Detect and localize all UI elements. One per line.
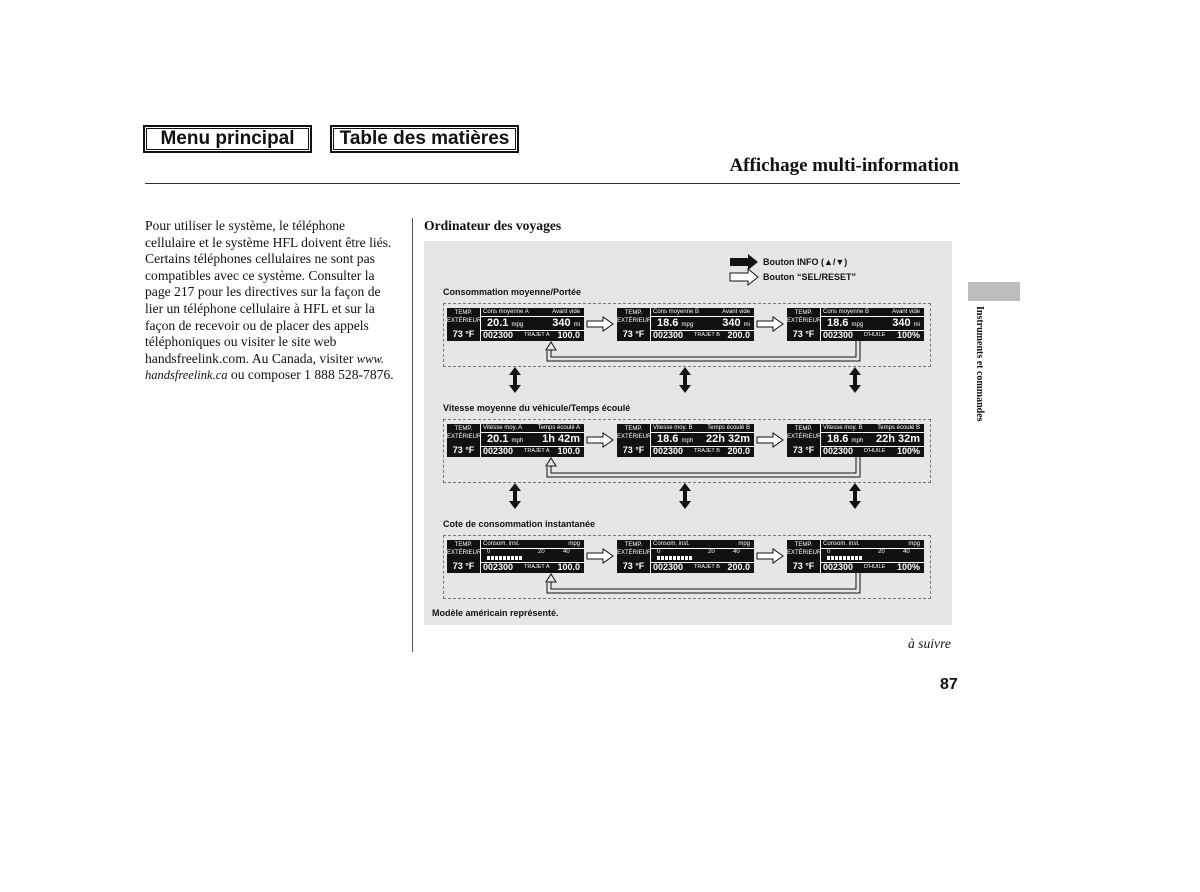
- display-footer: [821, 330, 924, 341]
- outside-temp-value: 73 °F: [452, 561, 475, 571]
- display-header-left: Consom. inst.: [483, 541, 520, 547]
- display-value-primary: 18.6: [657, 433, 679, 445]
- display-header-left: Consom. inst.: [653, 541, 690, 547]
- display-header: [651, 425, 754, 432]
- trip-display-screen: [787, 308, 924, 341]
- display-values: [481, 432, 584, 447]
- trip-display-screen: [447, 540, 584, 573]
- display-value-primary: 18.6: [827, 317, 849, 329]
- display-value-primary: 18.6: [827, 433, 849, 445]
- display-header-right: Temps écoulé B: [877, 425, 920, 431]
- outside-temp-label: EXTÉRIEUR: [447, 318, 482, 324]
- info-updown-arrow-icon: [849, 367, 861, 393]
- gauge-bar: [827, 556, 897, 560]
- trip-display-screen: [617, 308, 754, 341]
- trip-label: D'HUILE: [864, 332, 886, 338]
- outside-temp-panel: [617, 424, 651, 457]
- display-header-left: Cons moyenne A: [483, 309, 529, 315]
- display-footer: [481, 562, 584, 573]
- trip-display-screen: [617, 424, 754, 457]
- gauge-bar: [487, 556, 557, 560]
- display-unit-primary: mpg: [851, 322, 864, 328]
- outside-temp-label: TEMP.: [794, 542, 813, 548]
- display-header-left: Cons moyenne B: [653, 309, 700, 315]
- display-gauge: [821, 548, 924, 563]
- info-updown-arrow-icon: [509, 367, 521, 393]
- outside-temp-label: EXTÉRIEUR: [787, 550, 822, 556]
- gauge-scale-label: 0: [827, 549, 831, 555]
- info-updown-arrow-icon: [509, 483, 521, 509]
- outside-temp-value: 73 °F: [792, 561, 815, 571]
- trip-display-screen: [617, 540, 754, 573]
- display-header-right: mpg: [738, 541, 750, 547]
- body-line: lier un téléphone cellulaire à HFL et sur la: [145, 300, 375, 316]
- display-footer: [481, 446, 584, 457]
- outside-temp-value: 73 °F: [792, 329, 815, 339]
- outside-temp-label: EXTÉRIEUR: [617, 318, 652, 324]
- display-header: [481, 309, 584, 316]
- display-header-right: Avant vide: [892, 309, 920, 315]
- model-note: Modèle américain représenté.: [432, 608, 559, 618]
- outside-temp-label: TEMP.: [624, 426, 643, 432]
- odometer-value: 002300: [823, 446, 854, 456]
- display-values: [481, 316, 584, 331]
- trip-label: TRAJET A: [524, 332, 550, 338]
- display-footer: [481, 330, 584, 341]
- legend-sel-arrow-icon: [730, 269, 758, 285]
- phone-text: ou composer 1 888 528-7876.: [227, 367, 394, 383]
- outside-temp-label: EXTÉRIEUR: [447, 434, 482, 440]
- odometer-value: 002300: [483, 330, 514, 340]
- trip-value: 200.0: [727, 446, 750, 456]
- trip-value: 100%: [896, 330, 920, 340]
- odometer-value: 002300: [653, 446, 684, 456]
- website-link-part2[interactable]: handsfreelink.ca: [145, 368, 228, 383]
- display-header-right: mpg: [908, 541, 920, 547]
- outside-temp-value: 73 °F: [622, 561, 645, 571]
- display-unit-primary: mpg: [681, 322, 694, 328]
- body-line-text: handsfreelink.com. Au Canada, visiter: [145, 350, 354, 366]
- outside-temp-label: EXTÉRIEUR: [787, 318, 822, 324]
- display-header-left: Vitesse moy. B: [653, 425, 693, 431]
- outside-temp-label: TEMP.: [624, 310, 643, 316]
- display-header-right: Avant vide: [722, 309, 750, 315]
- website-link-part1[interactable]: www.: [356, 351, 385, 366]
- outside-temp-label: EXTÉRIEUR: [617, 550, 652, 556]
- column-divider: [412, 218, 413, 652]
- outside-temp-panel: [617, 540, 651, 573]
- display-header: [651, 541, 754, 548]
- display-values: [651, 432, 754, 447]
- body-paragraph: [145, 218, 403, 384]
- display-header-right: Avant vide: [552, 309, 580, 315]
- gauge-scale-label: 20: [708, 549, 715, 555]
- display-value-secondary: 340: [892, 317, 911, 329]
- legend-sel-label: Bouton “SEL/RESET”: [763, 272, 856, 282]
- display-header: [821, 309, 924, 316]
- display-value-primary: 18.6: [657, 317, 679, 329]
- legend-info-arrow-icon: [730, 254, 758, 270]
- table-of-contents-button[interactable]: Table des matières: [330, 125, 519, 153]
- row-label-speed: Vitesse moyenne du véhicule/Temps écoulé: [443, 403, 631, 413]
- display-header-right: Temps écoulé A: [537, 425, 580, 431]
- display-value-primary: 20.1: [487, 433, 509, 445]
- gauge-scale-label: 0: [487, 549, 491, 555]
- outside-temp-value: 73 °F: [792, 445, 815, 455]
- body-line: Pour utiliser le système, le téléphone: [145, 218, 346, 233]
- page-title: Affichage multi-information: [729, 155, 959, 176]
- display-value-secondary: 340: [552, 317, 571, 329]
- display-unit-primary: mph: [681, 438, 694, 444]
- outside-temp-value: 73 °F: [622, 445, 645, 455]
- row-label-consumption: Consommation moyenne/Portée: [443, 287, 582, 297]
- trip-value: 200.0: [727, 562, 750, 572]
- display-header: [481, 425, 584, 432]
- odometer-value: 002300: [823, 562, 854, 572]
- display-header: [481, 541, 584, 548]
- row-label-instant: Cote de consommation instantanée: [443, 519, 596, 529]
- display-header: [821, 541, 924, 548]
- display-header: [651, 309, 754, 316]
- display-value-secondary: 22h 32m: [705, 433, 750, 445]
- display-header: [821, 425, 924, 432]
- trip-label: D'HUILE: [864, 564, 886, 570]
- display-footer: [651, 330, 754, 341]
- page-number: 87: [940, 676, 958, 693]
- section-tab: [968, 282, 1020, 301]
- outside-temp-value: 73 °F: [452, 445, 475, 455]
- display-unit-primary: mph: [511, 438, 524, 444]
- display-value-secondary: 340: [722, 317, 741, 329]
- outside-temp-label: EXTÉRIEUR: [617, 434, 652, 440]
- gauge-bar: [657, 556, 727, 560]
- trip-value: 100%: [896, 562, 920, 572]
- display-footer: [821, 562, 924, 573]
- display-unit-secondary: mi: [743, 322, 750, 328]
- display-unit-primary: mpg: [511, 322, 524, 328]
- gauge-scale-label: 40: [733, 549, 740, 555]
- trip-value: 100.0: [557, 330, 580, 340]
- info-updown-arrow-icon: [849, 483, 861, 509]
- main-menu-button[interactable]: Menu principal: [143, 125, 312, 153]
- body-line: [145, 367, 403, 384]
- trip-label: TRAJET A: [524, 448, 550, 454]
- display-header-left: Vitesse moy. A: [483, 425, 523, 431]
- info-updown-arrow-icon: [679, 367, 691, 393]
- trip-label: TRAJET B: [694, 332, 720, 338]
- continued-note: à suivre: [908, 636, 951, 651]
- trip-value: 100%: [896, 446, 920, 456]
- display-value-secondary: 22h 32m: [875, 433, 920, 445]
- outside-temp-value: 73 °F: [452, 329, 475, 339]
- display-footer: [821, 446, 924, 457]
- trip-display-screen: [447, 424, 584, 457]
- outside-temp-label: TEMP.: [454, 426, 473, 432]
- display-header-left: Cons moyenne B: [823, 309, 870, 315]
- body-line: cellulaire et le système HFL doivent être liés.: [145, 234, 392, 250]
- display-header-right: Temps écoulé B: [707, 425, 750, 431]
- body-line: page 217 pour les directives sur la façon de: [145, 284, 381, 300]
- display-header-right: mpg: [568, 541, 580, 547]
- odometer-value: 002300: [823, 330, 854, 340]
- odometer-value: 002300: [483, 446, 514, 456]
- display-footer: [651, 562, 754, 573]
- header-rule: [145, 183, 960, 184]
- outside-temp-panel: [787, 540, 821, 573]
- body-line: [145, 351, 403, 368]
- outside-temp-label: TEMP.: [794, 310, 813, 316]
- outside-temp-label: TEMP.: [454, 542, 473, 548]
- display-unit-primary: mph: [851, 438, 864, 444]
- outside-temp-label: TEMP.: [794, 426, 813, 432]
- trip-value: 100.0: [557, 562, 580, 572]
- display-value-primary: 20.1: [487, 317, 509, 329]
- section-title: Ordinateur des voyages: [424, 218, 562, 233]
- body-line: téléphoniques ou visiter le site web: [145, 334, 337, 350]
- outside-temp-label: TEMP.: [454, 310, 473, 316]
- info-updown-arrow-icon: [679, 483, 691, 509]
- trip-display-screen: [447, 308, 584, 341]
- gauge-scale-label: 20: [878, 549, 885, 555]
- outside-temp-label: EXTÉRIEUR: [447, 550, 482, 556]
- display-values: [821, 432, 924, 447]
- outside-temp-panel: [787, 424, 821, 457]
- outside-temp-label: TEMP.: [624, 542, 643, 548]
- outside-temp-panel: [617, 308, 651, 341]
- display-footer: [651, 446, 754, 457]
- trip-label: TRAJET A: [524, 564, 550, 570]
- outside-temp-panel: [787, 308, 821, 341]
- display-values: [821, 316, 924, 331]
- display-unit-secondary: mi: [913, 322, 920, 328]
- display-value-secondary: 1h 42m: [542, 433, 580, 445]
- outside-temp-panel: [447, 308, 481, 341]
- display-header-left: Consom. inst.: [823, 541, 860, 547]
- gauge-scale-label: 40: [903, 549, 910, 555]
- gauge-scale-label: 40: [563, 549, 570, 555]
- body-line: compatibles avec ce système. Consulter la: [145, 267, 375, 283]
- odometer-value: 002300: [653, 330, 684, 340]
- legend-info-label: Bouton INFO (▲/▼): [763, 257, 848, 267]
- trip-label: TRAJET B: [694, 564, 720, 570]
- display-values: [651, 316, 754, 331]
- outside-temp-panel: [447, 424, 481, 457]
- body-line: façon de recevoir ou de placer des appels: [145, 317, 369, 333]
- body-line: Certains téléphones cellulaires ne sont pas: [145, 251, 375, 267]
- outside-temp-panel: [447, 540, 481, 573]
- gauge-scale-label: 0: [657, 549, 661, 555]
- display-header-left: Vitesse moy. B: [823, 425, 863, 431]
- odometer-value: 002300: [483, 562, 514, 572]
- display-gauge: [481, 548, 584, 563]
- display-gauge: [651, 548, 754, 563]
- trip-label: TRAJET B: [694, 448, 720, 454]
- section-tab-label: Instruments et commandes: [974, 306, 985, 422]
- outside-temp-value: 73 °F: [622, 329, 645, 339]
- odometer-value: 002300: [653, 562, 684, 572]
- trip-value: 100.0: [557, 446, 580, 456]
- display-unit-secondary: mi: [573, 322, 580, 328]
- trip-display-screen: [787, 424, 924, 457]
- trip-display-screen: [787, 540, 924, 573]
- trip-label: D'HUILE: [864, 448, 886, 454]
- trip-computer-figure: [424, 241, 952, 625]
- outside-temp-label: EXTÉRIEUR: [787, 434, 822, 440]
- gauge-scale-label: 20: [538, 549, 545, 555]
- trip-value: 200.0: [727, 330, 750, 340]
